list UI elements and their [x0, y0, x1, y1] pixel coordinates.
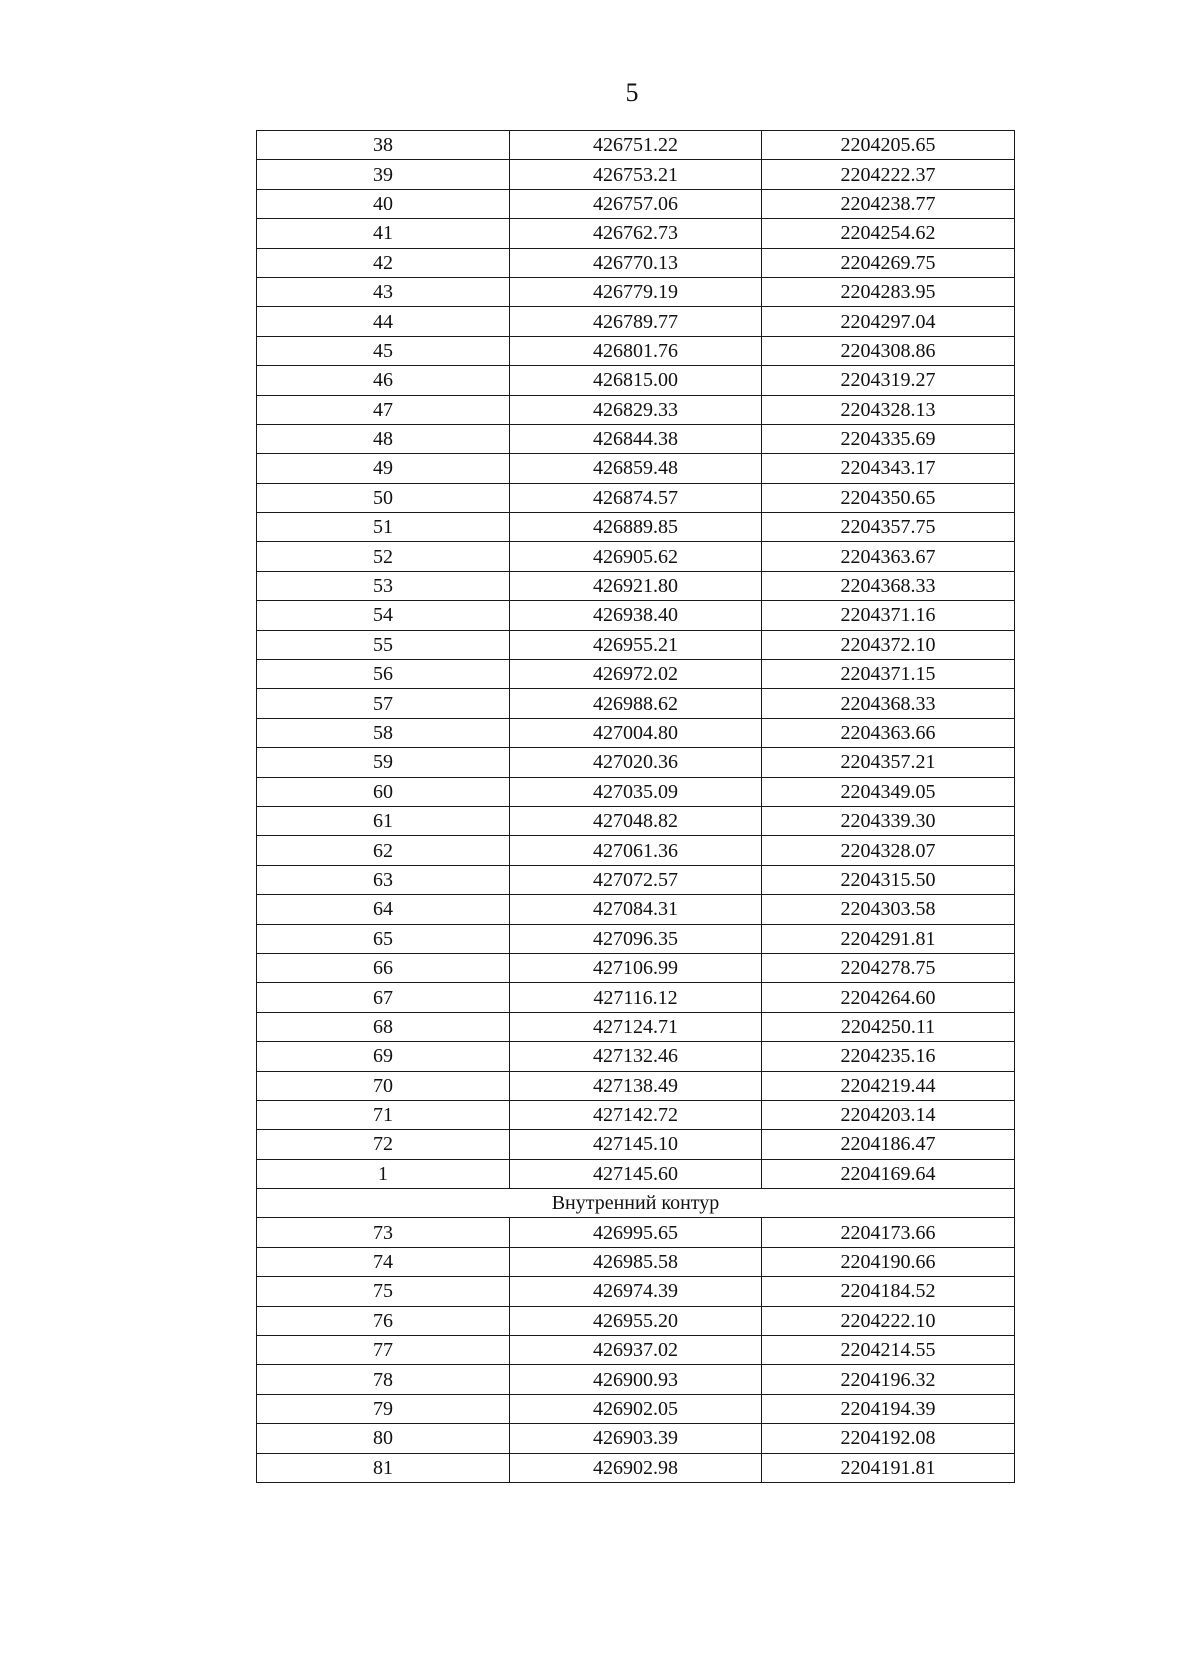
- table-row: [257, 1159, 1015, 1188]
- x-coordinate-cell: 426921.80: [510, 571, 762, 600]
- table-row: [257, 1042, 1015, 1071]
- table-row: [257, 983, 1015, 1012]
- y-coordinate-cell: 2204235.16: [762, 1042, 1015, 1071]
- y-coordinate-cell: 2204319.27: [762, 366, 1015, 395]
- point-number-cell: 49: [257, 454, 510, 483]
- x-coordinate-cell: 426762.73: [510, 219, 762, 248]
- y-coordinate-cell: 2204191.81: [762, 1453, 1015, 1482]
- y-coordinate-cell: 2204186.47: [762, 1130, 1015, 1159]
- y-coordinate-cell: 2204264.60: [762, 983, 1015, 1012]
- table-row: [257, 307, 1015, 336]
- y-coordinate-cell: 2204368.33: [762, 689, 1015, 718]
- section-title: Внутренний контур: [257, 1189, 1015, 1218]
- table-row: [257, 277, 1015, 306]
- y-coordinate-cell: 2204328.13: [762, 395, 1015, 424]
- point-number-cell: 62: [257, 836, 510, 865]
- point-number-cell: 58: [257, 718, 510, 747]
- x-coordinate-cell: 427106.99: [510, 953, 762, 982]
- point-number-cell: 40: [257, 189, 510, 218]
- table-row: [257, 1218, 1015, 1247]
- point-number-cell: 53: [257, 571, 510, 600]
- x-coordinate-cell: 426902.05: [510, 1394, 762, 1423]
- x-coordinate-cell: 426874.57: [510, 483, 762, 512]
- table-row: [257, 1247, 1015, 1276]
- table-row: [257, 1453, 1015, 1482]
- y-coordinate-cell: 2204328.07: [762, 836, 1015, 865]
- point-number-cell: 45: [257, 336, 510, 365]
- table-row: [257, 748, 1015, 777]
- x-coordinate-cell: 426900.93: [510, 1365, 762, 1394]
- point-number-cell: 50: [257, 483, 510, 512]
- x-coordinate-cell: 426955.21: [510, 630, 762, 659]
- point-number-cell: 74: [257, 1247, 510, 1276]
- x-coordinate-cell: 427048.82: [510, 806, 762, 835]
- table-row: [257, 1012, 1015, 1041]
- x-coordinate-cell: 427072.57: [510, 865, 762, 894]
- point-number-cell: 72: [257, 1130, 510, 1159]
- coordinates-table-body: [257, 131, 1015, 1483]
- table-row: [257, 542, 1015, 571]
- y-coordinate-cell: 2204297.04: [762, 307, 1015, 336]
- x-coordinate-cell: 426938.40: [510, 601, 762, 630]
- table-row: [257, 953, 1015, 982]
- x-coordinate-cell: 426801.76: [510, 336, 762, 365]
- y-coordinate-cell: 2204219.44: [762, 1071, 1015, 1100]
- y-coordinate-cell: 2204350.65: [762, 483, 1015, 512]
- y-coordinate-cell: 2204196.32: [762, 1365, 1015, 1394]
- y-coordinate-cell: 2204169.64: [762, 1159, 1015, 1188]
- point-number-cell: 78: [257, 1365, 510, 1394]
- table-row: [257, 336, 1015, 365]
- table-row: [257, 1277, 1015, 1306]
- y-coordinate-cell: 2204194.39: [762, 1394, 1015, 1423]
- x-coordinate-cell: 427004.80: [510, 718, 762, 747]
- y-coordinate-cell: 2204308.86: [762, 336, 1015, 365]
- y-coordinate-cell: 2204283.95: [762, 277, 1015, 306]
- y-coordinate-cell: 2204357.75: [762, 513, 1015, 542]
- x-coordinate-cell: 426889.85: [510, 513, 762, 542]
- y-coordinate-cell: 2204368.33: [762, 571, 1015, 600]
- table-row: [257, 601, 1015, 630]
- point-number-cell: 81: [257, 1453, 510, 1482]
- y-coordinate-cell: 2204222.10: [762, 1306, 1015, 1335]
- point-number-cell: 66: [257, 953, 510, 982]
- y-coordinate-cell: 2204238.77: [762, 189, 1015, 218]
- x-coordinate-cell: 426974.39: [510, 1277, 762, 1306]
- page-number: 5: [625, 78, 639, 107]
- point-number-cell: 60: [257, 777, 510, 806]
- y-coordinate-cell: 2204173.66: [762, 1218, 1015, 1247]
- table-row: [257, 219, 1015, 248]
- table-row: [257, 865, 1015, 894]
- table-row: [257, 454, 1015, 483]
- y-coordinate-cell: 2204339.30: [762, 806, 1015, 835]
- y-coordinate-cell: 2204250.11: [762, 1012, 1015, 1041]
- table-row: [257, 1071, 1015, 1100]
- y-coordinate-cell: 2204363.67: [762, 542, 1015, 571]
- y-coordinate-cell: 2204363.66: [762, 718, 1015, 747]
- point-number-cell: 48: [257, 424, 510, 453]
- y-coordinate-cell: 2204315.50: [762, 865, 1015, 894]
- point-number-cell: 70: [257, 1071, 510, 1100]
- x-coordinate-cell: 426757.06: [510, 189, 762, 218]
- x-coordinate-cell: 426905.62: [510, 542, 762, 571]
- table-row: [257, 1365, 1015, 1394]
- y-coordinate-cell: 2204335.69: [762, 424, 1015, 453]
- x-coordinate-cell: 426995.65: [510, 1218, 762, 1247]
- point-number-cell: 64: [257, 895, 510, 924]
- x-coordinate-cell: 426903.39: [510, 1424, 762, 1453]
- point-number-cell: 75: [257, 1277, 510, 1306]
- x-coordinate-cell: 427138.49: [510, 1071, 762, 1100]
- table-row: [257, 1394, 1015, 1423]
- point-number-cell: 76: [257, 1306, 510, 1335]
- table-row: [257, 895, 1015, 924]
- y-coordinate-cell: 2204372.10: [762, 630, 1015, 659]
- point-number-cell: 44: [257, 307, 510, 336]
- y-coordinate-cell: 2204190.66: [762, 1247, 1015, 1276]
- x-coordinate-cell: 426753.21: [510, 160, 762, 189]
- table-row: [257, 630, 1015, 659]
- table-row: [257, 689, 1015, 718]
- y-coordinate-cell: 2204303.58: [762, 895, 1015, 924]
- x-coordinate-cell: 426751.22: [510, 131, 762, 160]
- table-row: [257, 483, 1015, 512]
- point-number-cell: 67: [257, 983, 510, 1012]
- x-coordinate-cell: 426789.77: [510, 307, 762, 336]
- point-number-cell: 63: [257, 865, 510, 894]
- point-number-cell: 46: [257, 366, 510, 395]
- table-row: [257, 1130, 1015, 1159]
- point-number-cell: 43: [257, 277, 510, 306]
- x-coordinate-cell: 426829.33: [510, 395, 762, 424]
- point-number-cell: 57: [257, 689, 510, 718]
- point-number-cell: 39: [257, 160, 510, 189]
- x-coordinate-cell: 426770.13: [510, 248, 762, 277]
- table-row: [257, 1424, 1015, 1453]
- point-number-cell: 52: [257, 542, 510, 571]
- y-coordinate-cell: 2204371.15: [762, 660, 1015, 689]
- point-number-cell: 61: [257, 806, 510, 835]
- point-number-cell: 68: [257, 1012, 510, 1041]
- x-coordinate-cell: 427142.72: [510, 1100, 762, 1129]
- x-coordinate-cell: 427061.36: [510, 836, 762, 865]
- point-number-cell: 77: [257, 1336, 510, 1365]
- x-coordinate-cell: 426859.48: [510, 454, 762, 483]
- point-number-cell: 65: [257, 924, 510, 953]
- y-coordinate-cell: 2204343.17: [762, 454, 1015, 483]
- x-coordinate-cell: 427145.10: [510, 1130, 762, 1159]
- table-row: [257, 160, 1015, 189]
- x-coordinate-cell: 427124.71: [510, 1012, 762, 1041]
- point-number-cell: 73: [257, 1218, 510, 1247]
- table-row: [257, 777, 1015, 806]
- table-row: [257, 1336, 1015, 1365]
- table-row: [257, 513, 1015, 542]
- x-coordinate-cell: 427096.35: [510, 924, 762, 953]
- table-row: [257, 660, 1015, 689]
- point-number-cell: 80: [257, 1424, 510, 1453]
- y-coordinate-cell: 2204269.75: [762, 248, 1015, 277]
- y-coordinate-cell: 2204291.81: [762, 924, 1015, 953]
- y-coordinate-cell: 2204349.05: [762, 777, 1015, 806]
- x-coordinate-cell: 426937.02: [510, 1336, 762, 1365]
- table-row: [257, 836, 1015, 865]
- table-row: [257, 806, 1015, 835]
- point-number-cell: 54: [257, 601, 510, 630]
- coordinates-table: [256, 130, 1015, 1483]
- table-row: [257, 718, 1015, 747]
- table-row: [257, 248, 1015, 277]
- y-coordinate-cell: 2204192.08: [762, 1424, 1015, 1453]
- point-number-cell: 69: [257, 1042, 510, 1071]
- x-coordinate-cell: 427035.09: [510, 777, 762, 806]
- x-coordinate-cell: 426815.00: [510, 366, 762, 395]
- table-row: [257, 571, 1015, 600]
- y-coordinate-cell: 2204222.37: [762, 160, 1015, 189]
- point-number-cell: 1: [257, 1159, 510, 1188]
- x-coordinate-cell: 427020.36: [510, 748, 762, 777]
- section-row: [257, 1189, 1015, 1218]
- x-coordinate-cell: 426985.58: [510, 1247, 762, 1276]
- point-number-cell: 55: [257, 630, 510, 659]
- x-coordinate-cell: 426955.20: [510, 1306, 762, 1335]
- x-coordinate-cell: 426988.62: [510, 689, 762, 718]
- point-number-cell: 79: [257, 1394, 510, 1423]
- y-coordinate-cell: 2204203.14: [762, 1100, 1015, 1129]
- table-row: [257, 924, 1015, 953]
- point-number-cell: 59: [257, 748, 510, 777]
- x-coordinate-cell: 427116.12: [510, 983, 762, 1012]
- table-row: [257, 366, 1015, 395]
- point-number-cell: 47: [257, 395, 510, 424]
- x-coordinate-cell: 426972.02: [510, 660, 762, 689]
- x-coordinate-cell: 427145.60: [510, 1159, 762, 1188]
- table-row: [257, 395, 1015, 424]
- x-coordinate-cell: 426779.19: [510, 277, 762, 306]
- table-row: [257, 1306, 1015, 1335]
- x-coordinate-cell: 427132.46: [510, 1042, 762, 1071]
- point-number-cell: 41: [257, 219, 510, 248]
- x-coordinate-cell: 426902.98: [510, 1453, 762, 1482]
- y-coordinate-cell: 2204371.16: [762, 601, 1015, 630]
- y-coordinate-cell: 2204184.52: [762, 1277, 1015, 1306]
- x-coordinate-cell: 427084.31: [510, 895, 762, 924]
- y-coordinate-cell: 2204254.62: [762, 219, 1015, 248]
- table-row: [257, 131, 1015, 160]
- point-number-cell: 38: [257, 131, 510, 160]
- y-coordinate-cell: 2204278.75: [762, 953, 1015, 982]
- y-coordinate-cell: 2204205.65: [762, 131, 1015, 160]
- point-number-cell: 51: [257, 513, 510, 542]
- point-number-cell: 42: [257, 248, 510, 277]
- x-coordinate-cell: 426844.38: [510, 424, 762, 453]
- table-row: [257, 424, 1015, 453]
- y-coordinate-cell: 2204214.55: [762, 1336, 1015, 1365]
- point-number-cell: 71: [257, 1100, 510, 1129]
- y-coordinate-cell: 2204357.21: [762, 748, 1015, 777]
- table-row: [257, 189, 1015, 218]
- point-number-cell: 56: [257, 660, 510, 689]
- table-row: [257, 1100, 1015, 1129]
